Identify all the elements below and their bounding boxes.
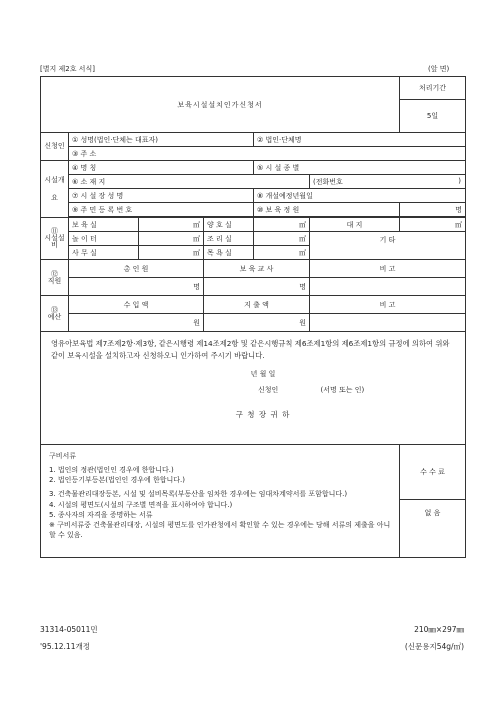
- form-code: 31314-05011민: [40, 625, 98, 634]
- facility-cell: 사 무 실: [69, 246, 139, 260]
- staff-section-label: [41, 260, 69, 296]
- signature-note: (서명 또는 인): [320, 386, 365, 395]
- date-line: 년 월 일: [250, 370, 276, 379]
- budget-note: [310, 314, 466, 332]
- document-item: ※ 구비서류중 건축물관리대장, 시설의 평면도를 인가관청에서 확인할 수 있는 경우에는 당해 서류의 제출을 아니할 수 있음.: [49, 520, 391, 539]
- document-item: 5. 종사자의 자격을 증명하는 서류: [49, 510, 153, 519]
- documents-title: 구비서류: [49, 452, 77, 460]
- staff-total-unit: 명: [69, 278, 204, 296]
- staff-section-text: 직원: [47, 276, 62, 285]
- facility-cell: 보 육 실: [69, 218, 139, 232]
- overview-section-label: 시설개요: [41, 161, 69, 218]
- budget-section-no: ⑬: [51, 305, 58, 314]
- facility-cell: 양 호 실: [204, 218, 254, 232]
- facility-unit: ㎡: [400, 218, 466, 232]
- form-number: [별지 제2호 서식]: [40, 65, 95, 73]
- document-item: 1. 법인의 정관(법인인 경우에 한합니다.): [49, 466, 174, 475]
- facility-type-label: ⑤ 시 설 종 별: [254, 161, 466, 175]
- phone-field: [310, 175, 466, 189]
- budget-header: 비 고: [310, 296, 466, 314]
- facility-cell: 목 욕 실: [204, 246, 254, 260]
- statement-text: 영유아보육법 제7조제2항·제3항, 같은시행령 제14조제2항 및 같은시행규칙 제6조제1항의 제6조제1항의 규정에 의하여 위와 같이 보육시설을 설치하고자 신청하오니 인가하여 주시기 바랍니다.: [51, 339, 450, 360]
- statement-block: [41, 332, 466, 445]
- facility-unit: ㎡: [254, 218, 310, 232]
- budget-income-unit: 원: [69, 314, 204, 332]
- staff-note: [310, 278, 466, 296]
- budget-header: 수 입 액: [69, 296, 204, 314]
- location-label: ⑥ 소 재 지: [69, 175, 310, 189]
- staff-teacher-unit: 명: [204, 278, 310, 296]
- page-side: (앞 면): [428, 65, 450, 73]
- name-label: ① 성명(법인·단체는 대표자): [69, 133, 254, 147]
- paper-size: 210㎜×297㎜: [414, 625, 464, 634]
- facility-name-label: ④ 명 칭: [69, 161, 254, 175]
- facility-cell: 조 리 실: [204, 232, 254, 246]
- resident-number-label: ⑨ 주 민 등 록 번 호: [69, 203, 254, 217]
- facility-unit: ㎡: [139, 218, 204, 232]
- signer-label: 신청인: [258, 386, 279, 395]
- fee-label: 수 수 료: [400, 445, 466, 500]
- facilities-section-no: ⑪: [51, 227, 58, 235]
- facilities-section-text: 시설설비: [44, 234, 65, 249]
- facility-unit: ㎡: [139, 232, 204, 246]
- applicant-section-label: 신청인: [41, 133, 69, 161]
- capacity-label: ⑩ 보 육 정 원: [254, 203, 400, 217]
- staff-header: 총 인 원: [69, 260, 204, 278]
- document-item: 3. 건축물관리대장등본, 시설 및 설비목록(부동산을 임차한 경우에는 임대차계약서를 포함합니다.): [49, 490, 348, 499]
- budget-expense-unit: 원: [204, 314, 310, 332]
- facilities-section-label: [41, 218, 69, 260]
- documents-block: [41, 445, 400, 558]
- budget-section-label: [41, 296, 69, 332]
- document-item: 2. 법인등기부등본(법인인 경우에 한합니다.): [49, 476, 185, 485]
- facility-unit: ㎡: [254, 232, 310, 246]
- staff-section-no: ⑫: [51, 269, 58, 278]
- processing-period-label: 처리기간: [400, 77, 466, 100]
- fee-value: 없 음: [400, 500, 466, 558]
- revision-date: '95.12.11개정: [40, 642, 90, 651]
- corp-name-label: ② 법인·단체명: [254, 133, 466, 147]
- form-title: 보육시설설치인가신청서: [41, 77, 400, 133]
- director-name-label: ⑦ 시 설 장 성 명: [69, 189, 254, 203]
- staff-header: 비 고: [310, 260, 466, 278]
- address-label: ③ 주 소: [69, 147, 466, 161]
- addressee: 구 청 장 귀 하: [235, 410, 291, 420]
- facility-cell: 대 지: [310, 218, 400, 232]
- application-form: [40, 76, 466, 558]
- processing-period-value: 5일: [400, 100, 466, 133]
- facility-unit: ㎡: [139, 246, 204, 260]
- budget-section-text: 예산: [47, 312, 62, 321]
- budget-header: 지 출 액: [204, 296, 310, 314]
- phone-close: ): [458, 176, 462, 185]
- staff-header: 보 육 교 사: [204, 260, 310, 278]
- facility-cell: 놀 이 터: [69, 232, 139, 246]
- phone-label: (전화번호: [313, 177, 343, 186]
- document-item: 4. 시설의 평면도(시설의 구조별 면적을 표시하여야 합니다.): [49, 500, 233, 509]
- capacity-unit: 명: [400, 203, 466, 217]
- opening-date-label: ⑧ 개설예정년월일: [254, 189, 466, 203]
- paper-type: (신문용지54g/㎡): [404, 642, 464, 651]
- other-cell: 기 타: [310, 232, 466, 260]
- facility-unit: ㎡: [254, 246, 310, 260]
